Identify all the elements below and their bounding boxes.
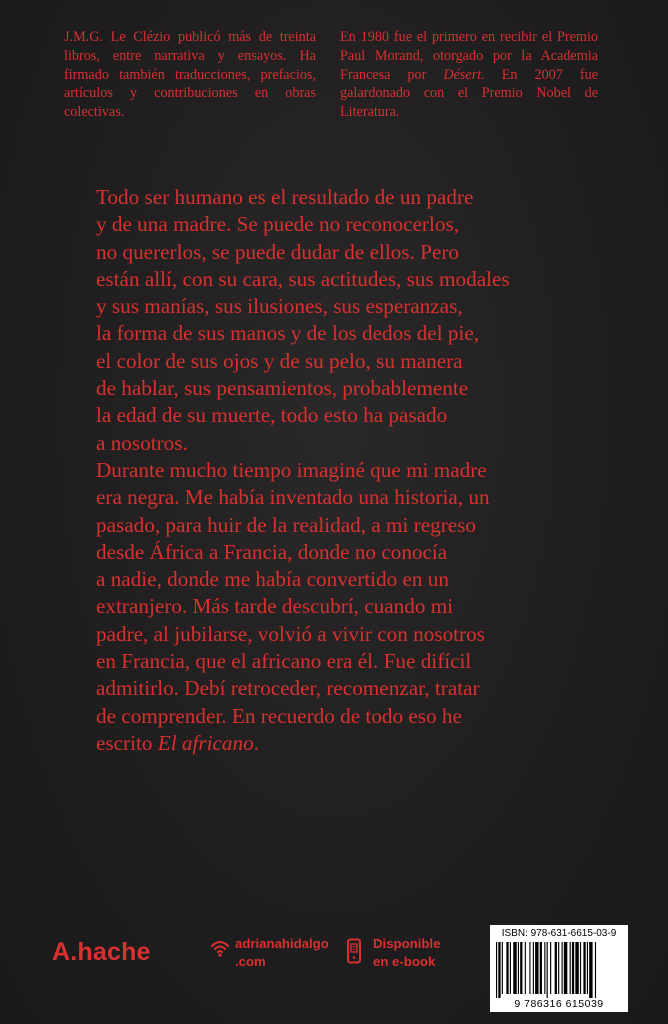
book-title: El africano bbox=[157, 730, 254, 755]
synopsis-line: Todo ser humano es el resultado de un padre bbox=[96, 185, 474, 209]
synopsis-line: desde África a Francia, donde no conocía bbox=[96, 539, 448, 564]
website-line-1: adrianahidalgo bbox=[235, 936, 329, 951]
barcode-bar bbox=[502, 942, 503, 994]
wifi-icon bbox=[210, 938, 230, 963]
barcode-bar bbox=[525, 942, 526, 994]
barcode-bar bbox=[580, 942, 581, 994]
isbn-barcode bbox=[490, 925, 628, 1012]
synopsis-line: en Francia, que el africano era él. Fue difícil bbox=[96, 649, 472, 674]
synopsis-line: están allí, con su cara, sus actitudes, sus modales bbox=[96, 266, 510, 291]
ebook-line-1: Disponible bbox=[373, 936, 441, 951]
synopsis-line: y de una madre. Se puede no reconocerlos, bbox=[96, 212, 459, 237]
synopsis-line: a nosotros. bbox=[96, 430, 188, 455]
barcode-bar bbox=[496, 942, 497, 998]
synopsis-line: pasado, para huir de la realidad, a mi regreso bbox=[96, 512, 477, 537]
barcode-bar bbox=[595, 942, 596, 998]
author-bio-left: J.M.G. Le Clézio publicó más de treinta libros, entre narrativa y ensayos. Ha firmado también traducciones, prefacios, artículos y contribuciones en obras colectivas. bbox=[64, 29, 316, 121]
barcode-bar bbox=[555, 942, 557, 994]
synopsis-line: y sus manías, sus ilusiones, sus esperanzas, bbox=[96, 294, 463, 319]
synopsis-text: escrito bbox=[96, 730, 158, 755]
synopsis-last-line bbox=[96, 730, 556, 757]
barcode-bar bbox=[562, 942, 563, 994]
barcode-bar bbox=[547, 942, 548, 998]
ebook-availability bbox=[346, 935, 440, 971]
synopsis-line: a nadie, donde me había convertido en un bbox=[96, 567, 449, 592]
website-line-2: .com bbox=[235, 954, 266, 969]
synopsis-line: padre, al jubilarse, volvió a vivir con nosotros bbox=[96, 621, 485, 646]
synopsis-paragraph-2 bbox=[96, 457, 556, 757]
barcode-bar bbox=[529, 942, 530, 994]
barcode-bar bbox=[550, 942, 551, 994]
barcode-bar bbox=[570, 942, 571, 994]
barcode-bar bbox=[513, 942, 516, 994]
barcode-bar bbox=[498, 942, 500, 998]
synopsis-paragraph-1 bbox=[96, 184, 556, 457]
barcode-bar bbox=[564, 942, 567, 994]
bio-right-title: Désert bbox=[443, 66, 482, 83]
barcode-bar bbox=[520, 942, 522, 994]
synopsis-text: . bbox=[253, 730, 260, 755]
synopsis-line: admitirlo. Debí retroceder, recomenzar, tratar bbox=[96, 676, 480, 701]
synopsis-line: la forma de sus manos y de los dedos del pie, bbox=[96, 321, 480, 346]
synopsis bbox=[96, 184, 556, 757]
synopsis-line: Durante mucho tiempo imaginé que mi madre bbox=[96, 457, 487, 482]
barcode-bar bbox=[506, 942, 508, 994]
barcode-bar bbox=[558, 942, 559, 994]
synopsis-line: no quererlos, se puede dudar de ellos. Pero bbox=[96, 239, 460, 264]
synopsis-line: la edad de su muerte, todo esto ha pasado bbox=[96, 403, 448, 428]
barcode-bar bbox=[575, 942, 578, 994]
ebook-reader-icon bbox=[346, 938, 362, 969]
barcode-bar bbox=[572, 942, 574, 994]
barcode-bar bbox=[544, 942, 545, 994]
barcode-digits: 9 786316 615039 bbox=[514, 998, 604, 1010]
barcode-bar bbox=[535, 942, 538, 994]
barcode-bar bbox=[587, 942, 588, 994]
barcode-bar bbox=[510, 942, 511, 994]
synopsis-line: el color de sus ojos y de su pelo, su manera bbox=[96, 348, 463, 373]
barcode-bar bbox=[518, 942, 519, 994]
ebook-line-2: en e-book bbox=[373, 954, 436, 969]
website-link[interactable] bbox=[210, 935, 329, 971]
barcode-bar bbox=[589, 942, 592, 998]
isbn-number: ISBN: 978-631-6615-03-9 bbox=[501, 928, 617, 939]
bio-right-text: En 1980 fue el primero en recibir el Premio Paul Morand, otorgado por la Academia Francesa por bbox=[340, 29, 598, 83]
barcode-bar bbox=[583, 942, 585, 994]
barcode-bar bbox=[540, 942, 542, 994]
synopsis-line: de hablar, sus pensamientos, probablemente bbox=[96, 376, 469, 401]
synopsis-line: extranjero. Más tarde descubrí, cuando mi bbox=[96, 594, 454, 619]
barcode-bar bbox=[533, 942, 534, 994]
synopsis-line: de comprender. En recuerdo de todo eso he bbox=[96, 703, 462, 728]
author-bio-right bbox=[340, 28, 598, 122]
barcode-bars bbox=[496, 942, 622, 998]
synopsis-line: era negra. Me había inventado una historia, un bbox=[96, 485, 490, 510]
bio-right-text-end: . En 2007 fue galardonado con el Premio Nobel de Literatura. bbox=[340, 66, 598, 121]
publisher-logo: A.hache bbox=[52, 938, 151, 966]
